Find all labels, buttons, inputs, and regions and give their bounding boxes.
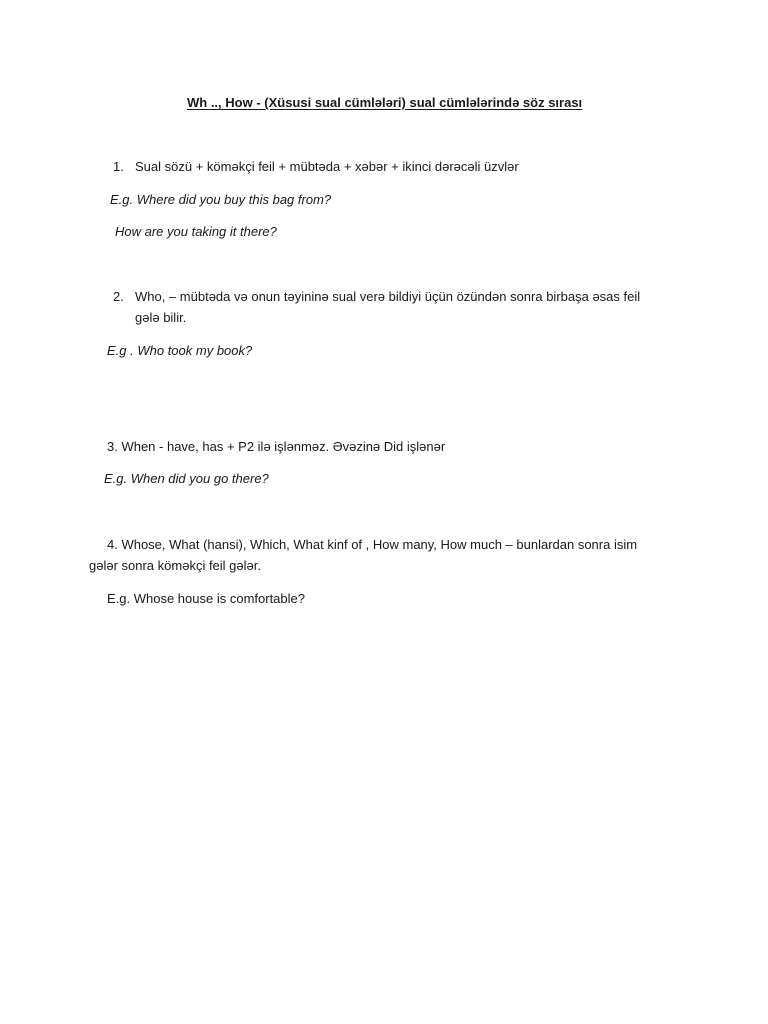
list-item-number: 2. (113, 289, 124, 304)
list-item-text-continued: gələ bilir. (135, 310, 187, 325)
example-sentence: E.g. Where did you buy this bag from? (110, 192, 332, 207)
list-item-text: Who, – mübtəda və onun təyininə sual verə bildiyi üçün özündən sonra birbaşa əsas feil (135, 289, 641, 304)
example-sentence: E.g. When did you go there? (104, 471, 269, 486)
list-item-text-continued: gələr sonra köməkçi feil gələr. (89, 558, 261, 573)
example-sentence: E.g. Whose house is comfortable? (107, 591, 305, 606)
list-item-3: 3. When - have, has + P2 ilə işlənməz. Əvəzinə Did işlənər (107, 439, 446, 454)
example-sentence: How are you taking it there? (115, 224, 277, 239)
page-title: Wh .., How - (Xüsusi sual cümlələri) sual cümlələrində söz sırası (187, 95, 583, 110)
list-item-4: 4. Whose, What (hansi), Which, What kinf of , How many, How much – bunlardan sonra isim (107, 537, 638, 552)
list-item-1 (113, 159, 519, 175)
list-item-text: Sual sözü + köməkçi feil + mübtəda + xəbər + ikinci dərəcəli üzvlər (135, 159, 519, 174)
example-sentence: E.g . Who took my book? (107, 343, 253, 358)
list-item-2 (113, 289, 640, 305)
list-item-number: 1. (113, 159, 124, 174)
